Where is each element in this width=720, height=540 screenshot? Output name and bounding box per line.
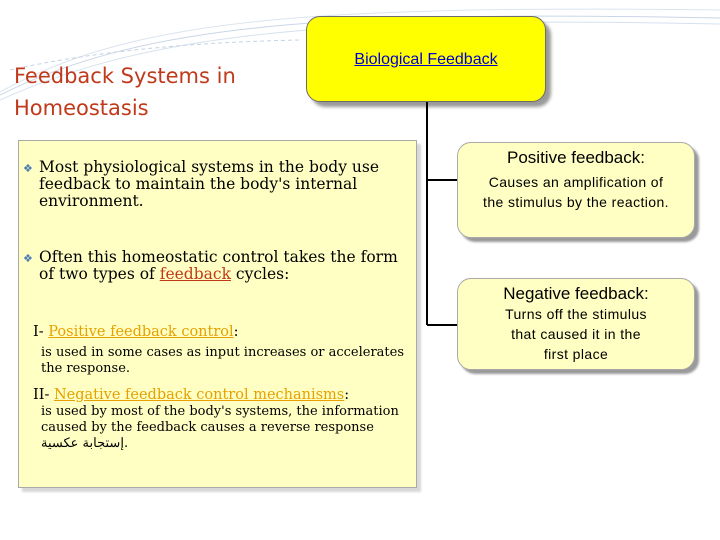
sub-item-body: is used by most of the body's systems, the information caused by the feedback causes a reverse response إستجابة عكسية. xyxy=(41,404,399,451)
bullet-text xyxy=(19,249,409,283)
bullet-marker-icon: ❖ xyxy=(23,162,33,175)
bullet-item xyxy=(19,159,409,210)
bullet-text-after: cycles: xyxy=(230,265,290,283)
positive-feedback-box xyxy=(457,142,695,238)
bullet-marker-icon: ❖ xyxy=(23,252,33,265)
sub-item-prefix: I- xyxy=(33,324,49,340)
sub-item-suffix: : xyxy=(233,324,239,340)
sub-item-heading xyxy=(33,324,413,341)
negative-feedback-title: Negative feedback: xyxy=(503,284,649,303)
sub-item-heading xyxy=(33,387,413,404)
content-box xyxy=(18,140,417,488)
header-box xyxy=(306,16,546,102)
bullet-text: Most physiological systems in the body use feedback to maintain the body's internal environment. xyxy=(39,158,379,210)
sub-item-negative xyxy=(33,387,413,452)
negative-feedback-link[interactable]: Negative feedback control mechanisms xyxy=(53,387,345,403)
header-title: Biological Feedback xyxy=(354,51,498,68)
sub-item-body: is used in some cases as input increases or accelerates the response. xyxy=(41,345,405,376)
positive-feedback-body: Causes an amplification of the stimulus by the reaction. xyxy=(483,174,669,210)
positive-feedback-link[interactable]: Positive feedback control xyxy=(48,324,234,340)
bullet-text-before: Often this homeostatic control takes the form of two types of xyxy=(39,248,398,283)
negative-feedback-box xyxy=(457,278,695,370)
page-title: Feedback Systems in Homeostasis xyxy=(14,64,236,120)
sub-item-positive xyxy=(33,324,413,377)
negative-feedback-body: Turns off the stimulus that caused it in the first place xyxy=(505,306,647,362)
sub-item-suffix: : xyxy=(344,387,350,403)
positive-feedback-title: Positive feedback: xyxy=(507,148,645,167)
bullet-item xyxy=(19,249,409,283)
feedback-link[interactable]: feedback xyxy=(159,265,231,283)
sub-item-prefix: II- xyxy=(33,387,54,403)
